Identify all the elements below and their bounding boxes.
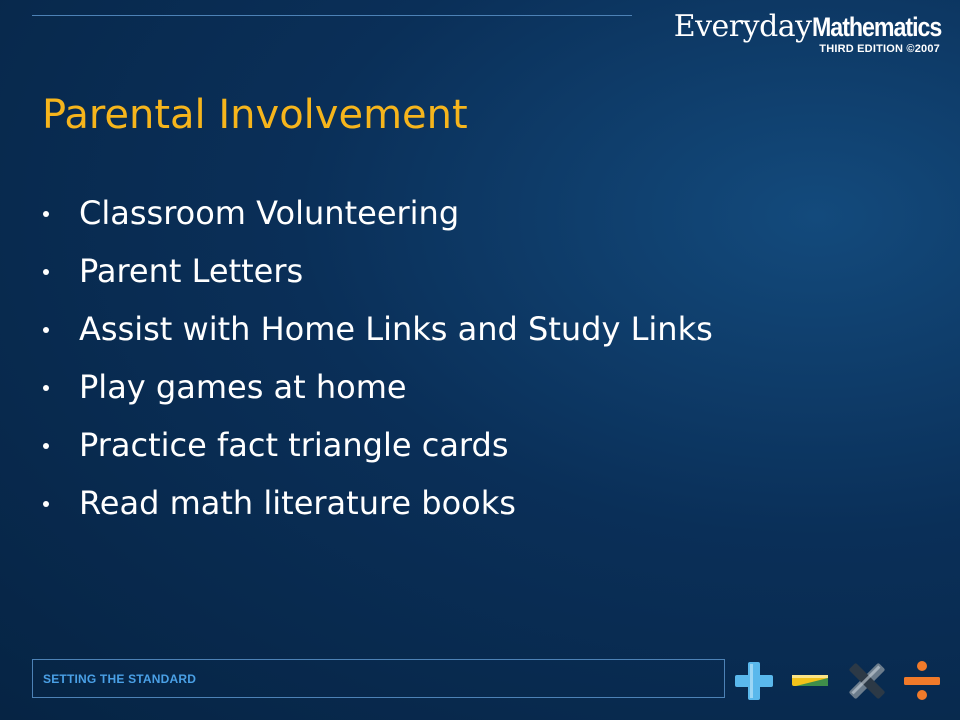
plus-icon bbox=[735, 662, 773, 700]
logo-mathematics-text: Mathematics bbox=[811, 12, 941, 42]
minus-icon bbox=[792, 675, 828, 686]
bullet-dot-icon bbox=[43, 327, 49, 333]
times-icon bbox=[849, 663, 886, 700]
bullet-item bbox=[40, 364, 713, 422]
logo-everyday-text: Everyday bbox=[673, 9, 812, 44]
slide-title: Parental Involvement bbox=[42, 92, 468, 138]
logo-edition-text: THIRD EDITION ©2007 bbox=[819, 43, 940, 55]
bullet-list bbox=[40, 190, 713, 538]
bullet-item bbox=[40, 248, 713, 306]
bullet-dot-icon bbox=[43, 501, 49, 507]
bullet-dot-icon bbox=[43, 211, 49, 217]
bullet-text: Read math literature books bbox=[79, 484, 516, 522]
bullet-item bbox=[40, 480, 713, 538]
bullet-dot-icon bbox=[43, 443, 49, 449]
bullet-text: Play games at home bbox=[79, 368, 407, 406]
bullet-dot-icon bbox=[43, 385, 49, 391]
bullet-text: Classroom Volunteering bbox=[79, 194, 460, 232]
bullet-item bbox=[40, 306, 713, 364]
bullet-text: Practice fact triangle cards bbox=[79, 426, 509, 464]
bullet-item bbox=[40, 190, 713, 248]
footer-bar bbox=[32, 659, 725, 698]
everyday-mathematics-logo bbox=[673, 9, 941, 55]
top-divider bbox=[32, 15, 632, 16]
bullet-text: Assist with Home Links and Study Links bbox=[79, 310, 713, 348]
divide-icon bbox=[904, 661, 940, 700]
bullet-item bbox=[40, 422, 713, 480]
bullet-dot-icon bbox=[43, 269, 49, 275]
math-operations-icons bbox=[732, 659, 947, 703]
footer-label: SETTING THE STANDARD bbox=[43, 672, 197, 686]
bullet-text: Parent Letters bbox=[79, 252, 304, 290]
